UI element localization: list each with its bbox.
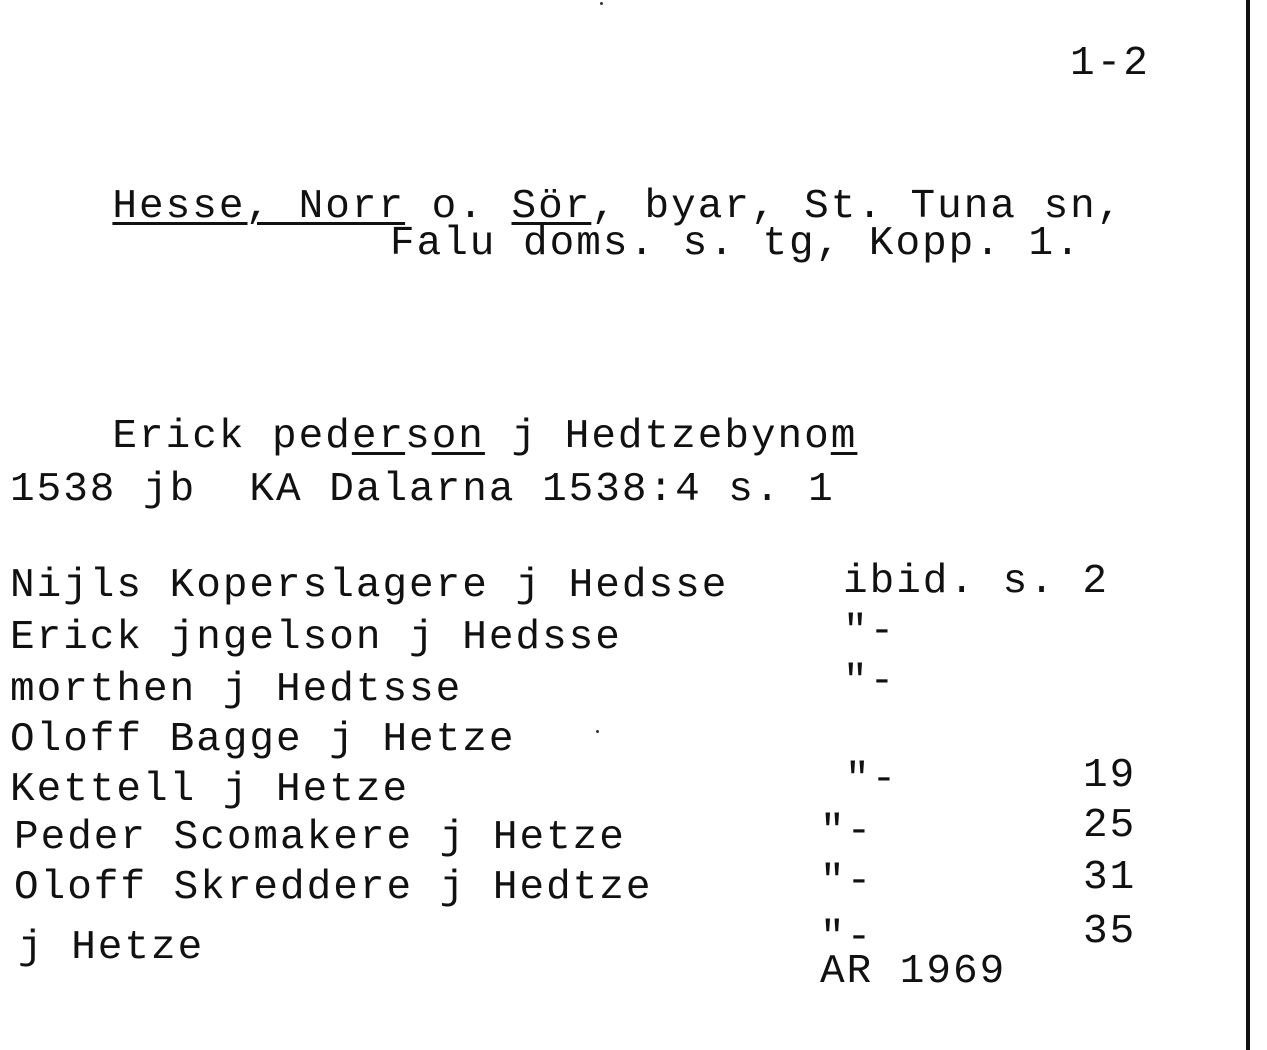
row-8-name: j Hetze xyxy=(18,925,205,971)
row-6-page: 25 xyxy=(1083,803,1137,849)
entry-part-3: s xyxy=(405,414,432,460)
row-3-ref: "- xyxy=(843,659,897,705)
row-7-ref: "- xyxy=(820,859,874,905)
row-7-page: 31 xyxy=(1083,855,1137,901)
row-7-name: Oloff Skreddere j Hedtze xyxy=(14,865,653,911)
row-6-ref: "- xyxy=(820,809,874,855)
entry-part-6: m xyxy=(830,414,858,460)
entry-part-4: on xyxy=(431,414,485,460)
card-number: 1-2 xyxy=(1070,41,1150,87)
row-8-ref: "- xyxy=(820,915,874,961)
row-5-ref: "- xyxy=(845,757,899,803)
paper-speck xyxy=(600,2,603,5)
heading-rest: , byar, St. Tuna sn, xyxy=(591,184,1124,230)
row-2-name: Erick jngelson j Hedsse xyxy=(10,615,622,661)
row-3-name: morthen j Hedtsse xyxy=(10,667,463,713)
row-8-page: 35 xyxy=(1083,909,1137,955)
card-right-rule xyxy=(1246,0,1250,1050)
heading-line-2: Falu doms. s. tg, Kopp. 1. xyxy=(390,221,1082,267)
row-4-name: Oloff Bagge j Hetze xyxy=(10,717,516,763)
heading-place-2: Sör xyxy=(511,184,592,230)
signature: AR 1969 xyxy=(820,949,1007,995)
row-1-name: Nijls Koperslagere j Hedsse xyxy=(10,563,729,609)
row-5-name: Kettell j Hetze xyxy=(10,767,410,813)
source-line: 1538 jb KA Dalarna 1538:4 s. 1 xyxy=(10,467,835,513)
entry-part-2: er xyxy=(351,414,406,460)
row-2-ref: "- xyxy=(843,609,897,655)
row-5-page: 19 xyxy=(1083,753,1137,799)
row-6-name: Peder Scomakere j Hetze xyxy=(14,815,626,861)
heading-place-1: Hesse, Norr xyxy=(112,184,406,230)
paper-speck xyxy=(596,730,599,733)
heading-connector: o. xyxy=(405,184,512,230)
entry-part-1: Erick ped xyxy=(112,414,352,460)
entry-part-5: j Hedtzebyno xyxy=(484,414,831,460)
row-1-ref: ibid. s. 2 xyxy=(843,559,1110,605)
